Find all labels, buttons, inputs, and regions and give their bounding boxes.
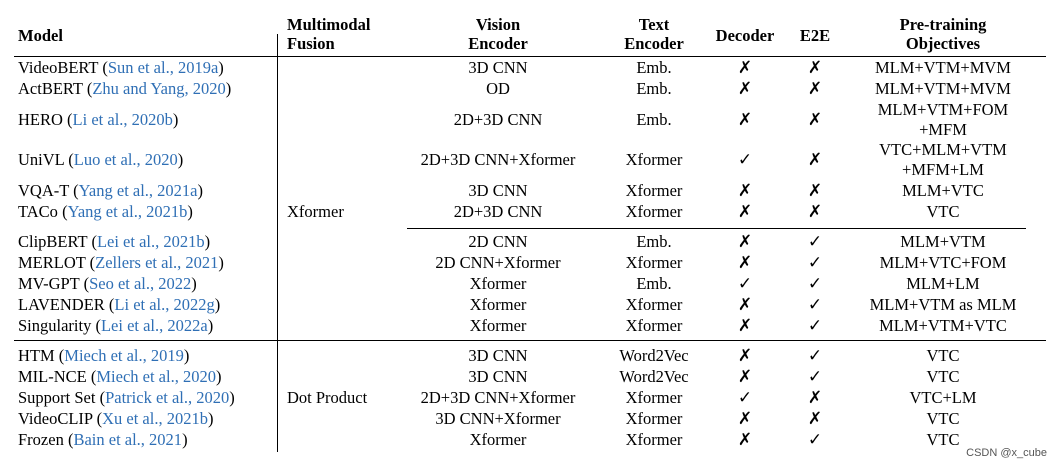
model-cell: [18, 150, 183, 170]
text-encoder-cell: Xformer: [625, 409, 683, 428]
model-cell: [18, 232, 210, 252]
cite-close: ): [183, 346, 190, 365]
cite-close: ): [218, 253, 224, 272]
model-name: VQA-T: [18, 181, 70, 200]
text-encoder-cell: Xformer: [625, 316, 683, 335]
cite-open: (: [92, 409, 103, 428]
cite-open: (: [63, 430, 74, 449]
cite-close: ): [207, 316, 214, 335]
cite-close: ): [218, 58, 224, 77]
cite-close: ): [207, 409, 214, 428]
model-cell: [18, 79, 231, 99]
citation-link[interactable]: Bain et al., 2021: [73, 430, 183, 449]
objectives-cell: [848, 274, 1038, 294]
model-name: Frozen: [18, 430, 64, 449]
citation-link[interactable]: Miech et al., 2020: [96, 367, 216, 386]
citation-link[interactable]: Zellers et al., 2021: [95, 253, 219, 272]
e2e-cell: ✓: [807, 346, 823, 366]
objectives-cell: [848, 100, 1038, 140]
cite-close: ): [191, 274, 197, 293]
objectives-line1: MLM+VTC: [902, 181, 984, 200]
model-name: VideoBERT: [18, 58, 99, 77]
header-e2e: E2E: [799, 26, 831, 45]
cite-open: (: [87, 232, 97, 251]
model-name: Support Set: [18, 388, 96, 407]
objectives-line1: MLM+LM: [906, 274, 980, 293]
vision-encoder-cell: 3D CNN: [468, 181, 528, 200]
decoder-cell: ✗: [737, 232, 753, 252]
e2e-cell: ✓: [807, 430, 823, 450]
citation-link[interactable]: Sun et al., 2019a: [107, 58, 219, 77]
objectives-line1: MLM+VTM+FOM: [877, 100, 1009, 119]
header-model: Model: [18, 26, 63, 45]
model-cell: [18, 181, 203, 201]
e2e-cell: ✗: [807, 181, 823, 201]
objectives-line1: VTC+MLM+VTM: [879, 140, 1007, 159]
decoder-cell: ✗: [737, 110, 753, 130]
text-encoder-cell: Emb.: [636, 274, 672, 293]
citation-link[interactable]: Patrick et al., 2020: [105, 388, 230, 407]
watermark: CSDN @x_cube: [966, 447, 1047, 459]
cite-open: (: [95, 388, 106, 407]
decoder-cell: ✗: [737, 430, 753, 450]
cite-close: ): [204, 232, 211, 251]
decoder-cell: ✗: [737, 202, 753, 222]
cite-open: (: [54, 346, 65, 365]
vision-encoder-cell: 2D+3D CNN: [453, 202, 543, 221]
objectives-line1: VTC+LM: [909, 388, 977, 407]
model-cell: [18, 316, 213, 336]
objectives-cell: [848, 253, 1038, 273]
objectives-cell: [848, 232, 1038, 252]
vision-encoder-cell: 2D+3D CNN: [453, 110, 543, 129]
cite-close: ): [172, 110, 179, 129]
cite-close: ): [197, 181, 204, 200]
objectives-cell: [848, 409, 1038, 429]
text-encoder-cell: Xformer: [625, 388, 683, 407]
header-fusion-line1: Multimodal: [287, 15, 371, 34]
fusion-divider: [277, 34, 278, 452]
text-encoder-cell: Xformer: [625, 202, 683, 221]
e2e-cell: ✗: [807, 388, 823, 408]
vision-encoder-cell: 3D CNN: [468, 58, 528, 77]
model-name: MERLOT: [18, 253, 86, 272]
objectives-line1: MLM+VTM as MLM: [869, 295, 1017, 314]
decoder-cell: ✓: [737, 274, 753, 294]
objectives-cell: [848, 346, 1038, 366]
cite-close: ): [229, 388, 235, 407]
cite-open: (: [91, 316, 101, 335]
e2e-cell: ✓: [807, 253, 823, 273]
cite-open: (: [104, 295, 115, 314]
objectives-line2: +MFM+LM: [902, 160, 984, 179]
objectives-line2: +MFM: [919, 120, 967, 139]
text-encoder-cell: Word2Vec: [619, 346, 689, 365]
vision-encoder-cell: Xformer: [469, 430, 527, 449]
vision-encoder-cell: Xformer: [469, 316, 527, 335]
citation-link[interactable]: Yang et al., 2021b: [67, 202, 188, 221]
cite-close: ): [215, 367, 222, 386]
header-rule: [14, 56, 1046, 57]
model-name: VideoCLIP: [18, 409, 93, 428]
cite-close: ): [214, 295, 221, 314]
header-vision-line1: Vision: [475, 15, 521, 34]
cite-close: ): [177, 150, 184, 169]
decoder-cell: ✗: [737, 346, 753, 366]
objectives-cell: [848, 181, 1038, 201]
e2e-cell: ✗: [807, 110, 823, 130]
cite-open: (: [86, 367, 97, 386]
e2e-cell: ✗: [807, 409, 823, 429]
e2e-cell: ✗: [807, 79, 823, 99]
header-fusion-line2: Fusion: [287, 34, 335, 53]
e2e-cell: ✗: [807, 58, 823, 78]
fusion-group-dot-product: Dot Product: [287, 388, 368, 407]
text-encoder-cell: Emb.: [636, 79, 672, 98]
cite-open: (: [57, 202, 68, 221]
citation-link[interactable]: Lei et al., 2021b: [96, 232, 205, 251]
e2e-cell: ✓: [807, 274, 823, 294]
model-name: HTM: [18, 346, 55, 365]
header-vision: [392, 15, 604, 53]
e2e-cell: ✓: [807, 367, 823, 387]
objectives-line1: MLM+VTM+VTC: [879, 316, 1007, 335]
model-cell: [18, 58, 224, 78]
objectives-line1: MLM+VTM: [900, 232, 986, 251]
decoder-cell: ✗: [737, 79, 753, 99]
header-objectives: [848, 15, 1038, 53]
model-name: TACo: [18, 202, 58, 221]
vision-encoder-cell: Xformer: [469, 295, 527, 314]
header-objectives-line1: Pre-training: [899, 15, 987, 34]
vision-encoder-cell: 2D CNN: [468, 232, 528, 251]
text-encoder-cell: Xformer: [625, 181, 683, 200]
decoder-cell: ✗: [737, 181, 753, 201]
objectives-line1: VTC: [926, 409, 960, 428]
text-encoder-cell: Word2Vec: [619, 367, 689, 386]
decoder-cell: ✗: [737, 367, 753, 387]
citation-link[interactable]: Xu et al., 2021b: [102, 409, 208, 428]
decoder-cell: ✓: [737, 388, 753, 408]
cite-open: (: [62, 110, 73, 129]
model-name: MIL-NCE: [18, 367, 87, 386]
header-fusion: [287, 15, 370, 53]
vision-encoder-cell: 2D+3D CNN+Xformer: [420, 388, 576, 407]
objectives-line1: MLM+VTM+MVM: [875, 58, 1011, 77]
vision-encoder-cell: Xformer: [469, 274, 527, 293]
model-cell: [18, 388, 235, 408]
header-text: [600, 15, 708, 53]
e2e-cell: ✓: [807, 316, 823, 336]
text-encoder-cell: Xformer: [625, 150, 683, 169]
objectives-cell: [848, 367, 1038, 387]
group-rule: [14, 340, 1046, 341]
fusion-group-xformer: Xformer: [287, 202, 344, 221]
objectives-cell: [848, 388, 1038, 408]
e2e-cell: ✓: [807, 295, 823, 315]
citation-link[interactable]: Seo et al., 2022: [89, 274, 192, 293]
decoder-cell: ✓: [737, 150, 753, 170]
model-cell: [18, 367, 221, 387]
header-objectives-line2: Objectives: [905, 34, 981, 53]
decoder-cell: ✗: [737, 409, 753, 429]
model-cell: [18, 409, 213, 429]
text-encoder-cell: Emb.: [636, 110, 672, 129]
cite-open: (: [69, 181, 79, 200]
model-name: ActBERT: [18, 79, 83, 98]
objectives-cell: [848, 202, 1038, 222]
objectives-line1: MLM+VTC+FOM: [879, 253, 1007, 272]
cite-close: ): [182, 430, 188, 449]
vision-encoder-cell: OD: [486, 79, 510, 98]
header-text-line1: Text: [638, 15, 670, 34]
model-name: LAVENDER: [18, 295, 105, 314]
vision-encoder-cell: 3D CNN: [468, 367, 528, 386]
model-cell: [18, 295, 220, 315]
model-name: HERO: [18, 110, 63, 129]
text-encoder-cell: Xformer: [625, 295, 683, 314]
e2e-cell: ✗: [807, 150, 823, 170]
cite-close: ): [187, 202, 193, 221]
citation-link[interactable]: Li et al., 2022g: [114, 295, 215, 314]
citation-link[interactable]: Miech et al., 2019: [64, 346, 184, 365]
objectives-cell: [848, 79, 1038, 99]
model-cell: [18, 110, 178, 130]
model-name: Singularity: [18, 316, 92, 335]
e2e-cell: ✗: [807, 202, 823, 222]
text-encoder-cell: Emb.: [636, 232, 672, 251]
e2e-cell: ✓: [807, 232, 823, 252]
objectives-line1: VTC: [926, 346, 960, 365]
header-vision-line2: Encoder: [468, 34, 528, 53]
cite-close: ): [225, 79, 232, 98]
citation-link[interactable]: Lei et al., 2022a: [100, 316, 208, 335]
objectives-cell: [848, 295, 1038, 315]
text-encoder-cell: Emb.: [636, 58, 672, 77]
subgroup-rule: [407, 228, 1026, 229]
objectives-line1: VTC: [926, 367, 960, 386]
decoder-cell: ✗: [737, 253, 753, 273]
cite-open: (: [98, 58, 108, 77]
objectives-cell: [848, 316, 1038, 336]
decoder-cell: ✗: [737, 316, 753, 336]
model-name: MV-GPT: [18, 274, 80, 293]
citation-link[interactable]: Luo et al., 2020: [73, 150, 178, 169]
decoder-cell: ✗: [737, 58, 753, 78]
vision-encoder-cell: 3D CNN: [468, 346, 528, 365]
objectives-line1: MLM+VTM+MVM: [875, 79, 1011, 98]
citation-link[interactable]: Zhu and Yang, 2020: [92, 79, 226, 98]
cite-open: (: [79, 274, 90, 293]
objectives-line1: VTC: [926, 430, 960, 449]
citation-link[interactable]: Li et al., 2020b: [72, 110, 173, 129]
cite-open: (: [82, 79, 93, 98]
model-cell: [18, 430, 188, 450]
header-text-line2: Encoder: [624, 34, 684, 53]
objectives-cell: [848, 140, 1038, 180]
model-cell: [18, 253, 224, 273]
model-name: UniVL: [18, 150, 65, 169]
text-encoder-cell: Xformer: [625, 430, 683, 449]
model-name: ClipBERT: [18, 232, 88, 251]
model-cell: [18, 202, 193, 222]
vision-encoder-cell: 3D CNN+Xformer: [435, 409, 561, 428]
decoder-cell: ✗: [737, 295, 753, 315]
vision-encoder-cell: 2D CNN+Xformer: [435, 253, 561, 272]
model-cell: [18, 346, 189, 366]
cite-open: (: [85, 253, 96, 272]
header-decoder: Decoder: [715, 26, 775, 45]
model-cell: [18, 274, 197, 294]
objectives-cell: [848, 58, 1038, 78]
objectives-line1: VTC: [926, 202, 960, 221]
citation-link[interactable]: Yang et al., 2021a: [78, 181, 198, 200]
vision-encoder-cell: 2D+3D CNN+Xformer: [420, 150, 576, 169]
text-encoder-cell: Xformer: [625, 253, 683, 272]
cite-open: (: [64, 150, 74, 169]
